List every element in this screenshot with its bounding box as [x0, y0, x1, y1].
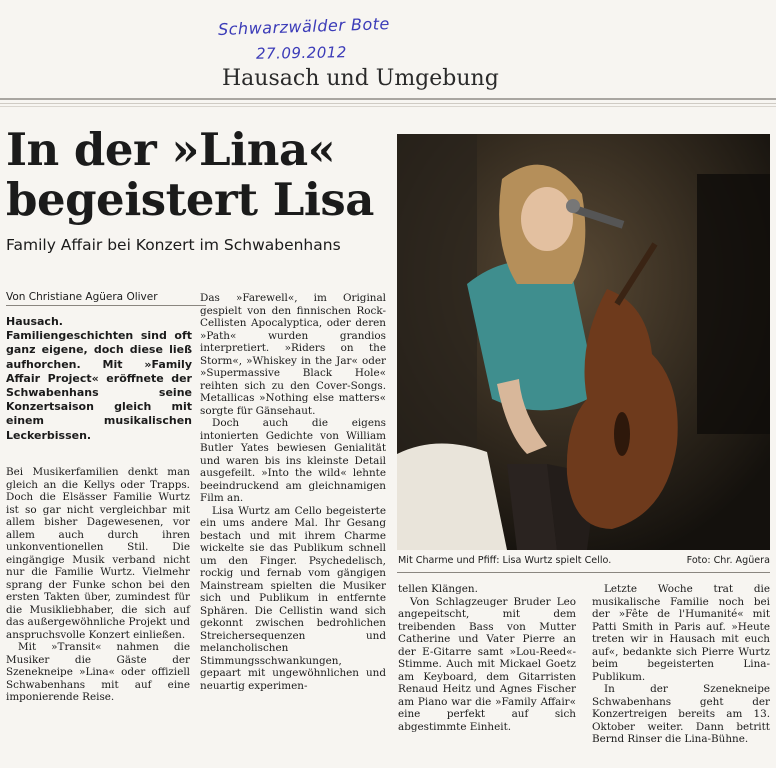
handwritten-date: 27.09.2012 [255, 43, 348, 63]
article-column-2 [200, 292, 386, 692]
photo-credit: Foto: Chr. Agüera [686, 555, 770, 566]
paragraph: In der Szenekneipe Schwabenhans geht der Konzertreigen bereits am 13. Oktober weiter. Dann betritt Bernd Rinser die Lina-Bühne. [592, 683, 770, 745]
header-rule-thin [0, 106, 776, 107]
paragraph: tellen Klängen. [398, 583, 478, 595]
paragraph: Lisa Wurtz am Cello begeisterte ein ums andere Mal. Ihr Gesang bestach und mit ihrem Charme wickelte sie das Publikum schnell um den Finger. Psychedelisch, rockig und fernab vom gängigen Mainstream spielten die Musiker sich und Publikum in entfernte Sphären. Die Cellistin wand sich gekonnt zwischen bedrohlichen Streichersequenzen und melancholischen Stimmungsschwankungen, gepaart mit ungewöhnlichen und neuartig experimen- [200, 504, 386, 692]
header-rule-thin [0, 103, 776, 104]
article-headline [6, 125, 396, 225]
header-rule [0, 98, 776, 100]
paragraph: Das »Farewell«, im Original gespielt von den finnischen Rock-Cellisten Apocalyptica, oder deren »Path« wurden grandios interpretiert. »Riders on the Storm«, »Whiskey in the Jar« oder »Supermassive Black Hole« reihten sich zu den Cover-Songs. Metallicas »Nothing else matters« sorgte für Gänsehaut. [200, 292, 386, 417]
handwritten-newspaper-name: Schwarzwälder Bote [217, 14, 391, 39]
concert-photo [397, 134, 770, 550]
headline-line-2: begeistert Lisa [6, 173, 374, 226]
paragraph: Von Schlagzeuger Bruder Leo angepeitscht, mit dem treibenden Bass von Mutter Catherine und Vater Pierre an der E-Gitarre samt »Lou-Reed«-Stimme. Auch mit Mickael Goetz am Keyboard, dem Gitarristen Renaud Heitz und Agnes Fischer am Piano war die »Family Affair« eine perfekt auf sich abgestimmte Einheit. [398, 595, 576, 733]
paragraph: Letzte Woche trat die musikalische Familie noch bei der »Fête de l'Humanité« mit Patti Smith in Paris auf. »Heute treten wir in Hausach mit euch auf«, bedankte sich Pierre Wurtz beim begeisterten Lina-Publikum. [592, 583, 770, 683]
article-column-3 [398, 583, 576, 733]
paragraph: Doch auch die eigens intonierten Gedichte von William Butler Yates bewiesen Genialität und waren bis ins kleinste Detail ausgefeilt. »Into the wild« lehnte beeindruckend am gleichnamigen Film an. [200, 417, 386, 504]
section-title: Hausach und Umgebung [222, 66, 499, 91]
caption-rule [397, 572, 770, 573]
article-column-1 [6, 466, 190, 704]
article-byline: Von Christiane Agüera Oliver [6, 291, 206, 306]
caption-text: Mit Charme und Pfiff: Lisa Wurtz spielt Cello. [398, 555, 612, 566]
headline-line-1: In der »Lina« [6, 123, 336, 176]
article-column-4 [592, 583, 770, 746]
photo-caption [398, 555, 770, 566]
article-lead: Hausach. Familiengeschichten sind oft ganz eigene, doch diese ließ aufhorchen. Mit »Family Affair Project« eröffnete der Schwabenhans seine Konzertsaison gleich mit einem musikalischen Leckerbissen. [6, 315, 192, 442]
article-subheadline: Family Affair bei Konzert im Schwabenhans [6, 236, 341, 254]
paragraph: Bei Musikerfamilien denkt man gleich an die Kellys oder Trapps. Doch die Elsässer Familie Wurtz ist so gar nicht vergleichbar mit allem bisher Dagewesenen, vor allem auch durch ihren unkonventionellen Stil. Die eingängige Musik verband nicht nur die Familie Wurtz. Vielmehr sprang der Funke schon bei den ersten Takten über, zumindest für die Musikliebhaber, die sich auf das außergewöhnliche Projekt und anspruchsvolle Konzert einließen. [6, 466, 190, 641]
paragraph: Mit »Transit« nahmen die Musiker die Gäste der Szenekneipe »Lina« oder offiziell Schwabenhans mit auf eine imponierende Reise. [6, 641, 190, 703]
